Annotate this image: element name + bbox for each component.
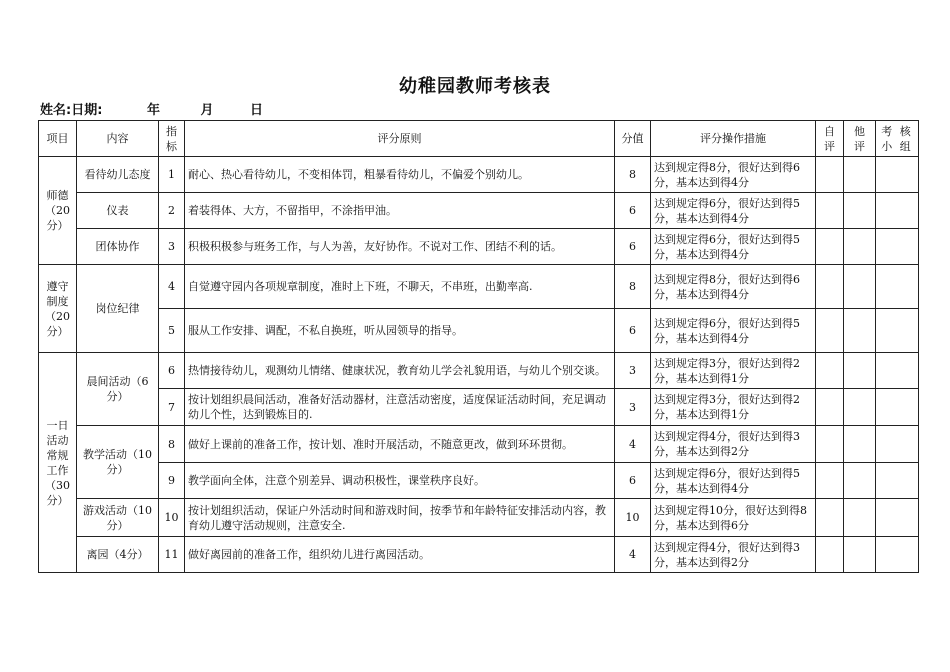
header-score: 分值 (615, 121, 651, 157)
index-cell: 4 (159, 265, 185, 309)
group-eval-cell[interactable] (876, 537, 919, 573)
other-eval-cell[interactable] (844, 229, 876, 265)
principle-cell: 做好离园前的准备工作，组织幼儿进行离园活动。 (185, 537, 615, 573)
principle-cell: 服从工作安排、调配，不私自换班，听从园领导的指导。 (185, 309, 615, 353)
month-label: 月 (200, 103, 214, 118)
measure-cell: 达到规定得3分，很好达到得2分，基本达到得1分 (651, 353, 816, 389)
index-cell: 6 (159, 353, 185, 389)
self-eval-cell[interactable] (816, 426, 844, 463)
name-date-line (40, 102, 263, 120)
group-eval-cell[interactable] (876, 389, 919, 426)
header-content: 内容 (77, 121, 159, 157)
other-eval-cell[interactable] (844, 463, 876, 499)
table-row (39, 537, 919, 573)
self-eval-cell[interactable] (816, 309, 844, 353)
page-title: 幼稚园教师考核表 (399, 76, 551, 97)
principle-cell: 耐心、热心看待幼儿，不变相体罚，粗暴看待幼儿，不偏爱个别幼儿。 (185, 157, 615, 193)
measure-cell: 达到规定得8分，很好达到得6分，基本达到得4分 (651, 157, 816, 193)
header-self-eval: 自评 (816, 121, 844, 157)
index-cell: 2 (159, 193, 185, 229)
self-eval-cell[interactable] (816, 389, 844, 426)
principle-cell: 教学面向全体，注意个别差异、调动积极性，课堂秩序良好。 (185, 463, 615, 499)
other-eval-cell[interactable] (844, 353, 876, 389)
group-daily-routine: 一日活动常规工作（30分） (39, 353, 77, 573)
index-cell: 11 (159, 537, 185, 573)
other-eval-cell[interactable] (844, 537, 876, 573)
principle-cell: 积极积极参与班务工作，与人为善，友好协作。不说对工作、团结不利的话。 (185, 229, 615, 265)
table-row (39, 309, 919, 353)
content-cell: 游戏活动（10分） (77, 499, 159, 537)
header-other-eval: 他评 (844, 121, 876, 157)
other-eval-cell[interactable] (844, 309, 876, 353)
score-cell: 3 (615, 353, 651, 389)
score-cell: 4 (615, 537, 651, 573)
group-rules: 遵守制度（20分） (39, 265, 77, 353)
table-row (39, 426, 919, 463)
content-cell: 团体协作 (77, 229, 159, 265)
table-row (39, 229, 919, 265)
other-eval-cell[interactable] (844, 193, 876, 229)
content-cell: 离园（4分） (77, 537, 159, 573)
measure-cell: 达到规定得3分，很好达到得2分，基本达到得1分 (651, 389, 816, 426)
table-row (39, 463, 919, 499)
principle-cell: 按计划组织活动，保证户外活动时间和游戏时间，按季节和年龄特征安排活动内容，教育幼儿遵守活动规则，注意安全. (185, 499, 615, 537)
content-cell: 看待幼儿态度 (77, 157, 159, 193)
score-cell: 8 (615, 157, 651, 193)
group-ethics: 师德（20分） (39, 157, 77, 265)
score-cell: 6 (615, 229, 651, 265)
table-row (39, 389, 919, 426)
self-eval-cell[interactable] (816, 157, 844, 193)
index-cell: 1 (159, 157, 185, 193)
group-eval-cell[interactable] (876, 499, 919, 537)
index-cell: 8 (159, 426, 185, 463)
table-row (39, 265, 919, 309)
content-cell: 仪表 (77, 193, 159, 229)
score-cell: 6 (615, 193, 651, 229)
measure-cell: 达到规定得4分，很好达到得3分，基本达到得2分 (651, 537, 816, 573)
principle-cell: 做好上课前的准备工作，按计划、准时开展活动，不随意更改，做到环环贯彻。 (185, 426, 615, 463)
group-eval-cell[interactable] (876, 265, 919, 309)
self-eval-cell[interactable] (816, 193, 844, 229)
measure-cell: 达到规定得6分，很好达到得5分，基本达到得4分 (651, 193, 816, 229)
measure-cell: 达到规定得4分，很好达到得3分，基本达到得2分 (651, 426, 816, 463)
self-eval-cell[interactable] (816, 537, 844, 573)
content-cell: 教学活动（10分） (77, 426, 159, 499)
header-measure: 评分操作措施 (651, 121, 816, 157)
self-eval-cell[interactable] (816, 353, 844, 389)
principle-cell: 自觉遵守园内各项规章制度，准时上下班，不聊天，不串班，出勤率高. (185, 265, 615, 309)
index-cell: 5 (159, 309, 185, 353)
group-eval-cell[interactable] (876, 353, 919, 389)
index-cell: 3 (159, 229, 185, 265)
measure-cell: 达到规定得6分，很好达到得5分，基本达到得4分 (651, 229, 816, 265)
table-row (39, 499, 919, 537)
self-eval-cell[interactable] (816, 229, 844, 265)
other-eval-cell[interactable] (844, 265, 876, 309)
group-eval-cell[interactable] (876, 229, 919, 265)
table-row (39, 193, 919, 229)
header-principle: 评分原则 (185, 121, 615, 157)
other-eval-cell[interactable] (844, 499, 876, 537)
group-eval-cell[interactable] (876, 193, 919, 229)
name-date-label: 姓名:日期: (40, 103, 103, 118)
header-project: 项目 (39, 121, 77, 157)
group-eval-cell[interactable] (876, 309, 919, 353)
other-eval-cell[interactable] (844, 389, 876, 426)
principle-cell: 着装得体、大方，不留指甲，不涂指甲油。 (185, 193, 615, 229)
year-label: 年 (146, 103, 160, 118)
content-cell: 岗位纪律 (77, 265, 159, 353)
index-cell: 7 (159, 389, 185, 426)
group-eval-cell[interactable] (876, 463, 919, 499)
score-cell: 3 (615, 389, 651, 426)
self-eval-cell[interactable] (816, 265, 844, 309)
measure-cell: 达到规定得8分，很好达到得6分，基本达到得4分 (651, 265, 816, 309)
other-eval-cell[interactable] (844, 426, 876, 463)
index-cell: 10 (159, 499, 185, 537)
score-cell: 4 (615, 426, 651, 463)
principle-cell: 按计划组织晨间活动，准备好活动器材，注意活动密度，适度保证活动时间，充足调动幼儿个性，达到锻炼目的. (185, 389, 615, 426)
day-label: 日 (250, 103, 264, 118)
header-index: 指标 (159, 121, 185, 157)
header-group-eval: 考 核 小 组 (876, 121, 919, 157)
table-row (39, 157, 919, 193)
index-cell: 9 (159, 463, 185, 499)
score-cell: 10 (615, 499, 651, 537)
other-eval-cell[interactable] (844, 157, 876, 193)
self-eval-cell[interactable] (816, 463, 844, 499)
score-cell: 8 (615, 265, 651, 309)
measure-cell: 达到规定得10分，很好达到得8分，基本达到得6分 (651, 499, 816, 537)
group-eval-cell[interactable] (876, 157, 919, 193)
group-eval-cell[interactable] (876, 426, 919, 463)
assessment-table (38, 120, 919, 573)
measure-cell: 达到规定得6分，很好达到得5分，基本达到得4分 (651, 463, 816, 499)
table-row (39, 353, 919, 389)
content-cell: 晨间活动（6分） (77, 353, 159, 426)
score-cell: 6 (615, 309, 651, 353)
principle-cell: 热情接待幼儿，观测幼儿情绪、健康状况，教育幼儿学会礼貌用语，与幼儿个别交谈。 (185, 353, 615, 389)
score-cell: 6 (615, 463, 651, 499)
header-row (39, 121, 919, 157)
measure-cell: 达到规定得6分，很好达到得5分，基本达到得4分 (651, 309, 816, 353)
self-eval-cell[interactable] (816, 499, 844, 537)
